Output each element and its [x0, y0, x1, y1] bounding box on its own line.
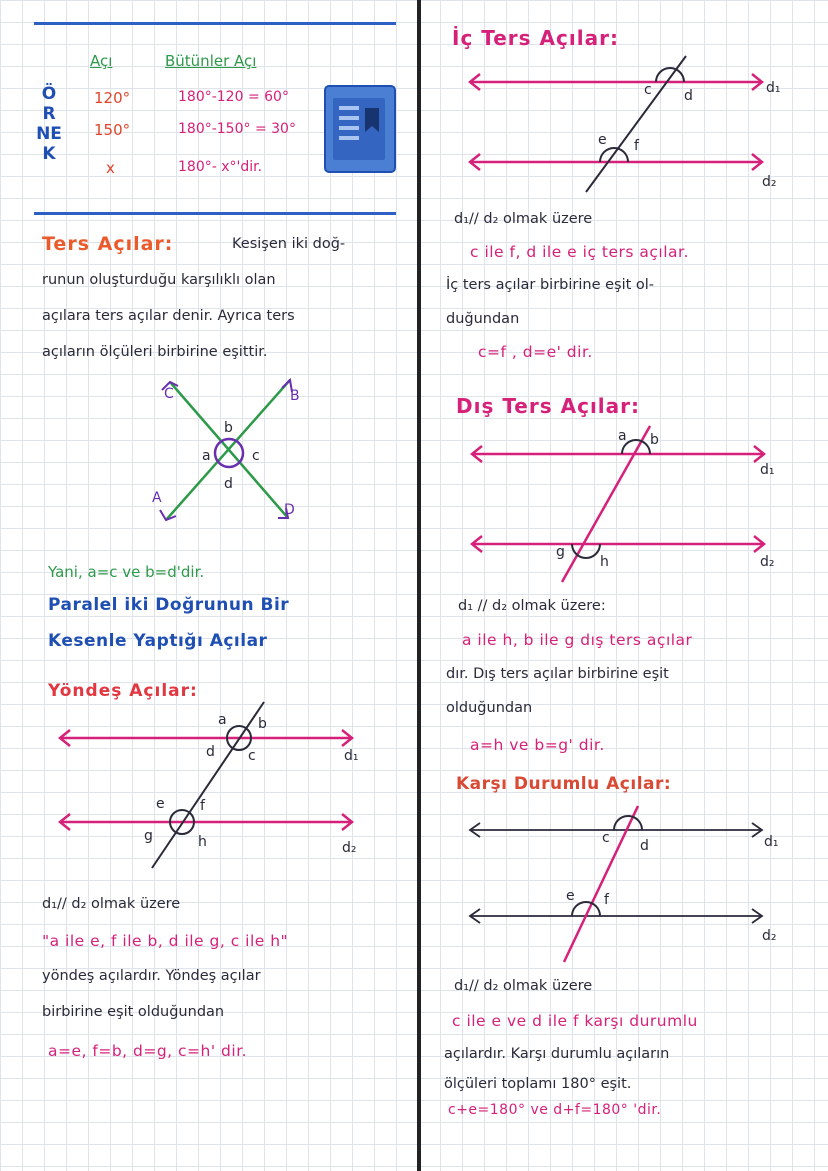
svg-text:c: c	[248, 748, 256, 764]
svg-text:a: a	[618, 428, 627, 444]
yani-sentence: Yani, a=c ve b=d'dir.	[48, 563, 205, 581]
karsi-line-4: ölçüleri toplamı 180° eşit.	[444, 1076, 632, 1092]
paralel-heading-2: Kesenle Yaptığı Açılar	[48, 631, 268, 651]
ic-line-4: duğundan	[446, 311, 520, 327]
ic-ters-title: İç Ters Açılar:	[452, 26, 619, 50]
yondes-acilar-title: Yöndeş Açılar:	[48, 681, 198, 701]
ic-line-5: c=f , d=e' dir.	[478, 343, 593, 361]
dis-ters-figure	[464, 424, 804, 584]
svg-text:d₂: d₂	[762, 174, 777, 190]
svg-text:d₁: d₁	[766, 80, 781, 96]
table-header-aci: Açı	[90, 52, 113, 70]
fig-x-label-A: A	[152, 490, 162, 506]
table-header-butunler: Bütünler Açı	[165, 52, 257, 70]
karsi-line-2: c ile e ve d ile f karşı durumlu	[452, 1012, 698, 1030]
karsi-line-1: d₁// d₂ olmak üzere	[454, 978, 593, 994]
fig-x-label-d: d	[224, 476, 233, 492]
dis-line-2: a ile h, b ile g dış ters açılar	[462, 631, 693, 649]
yondes-line-3: yöndeş açılardır. Yöndeş açılar	[42, 968, 261, 984]
svg-text:g: g	[556, 544, 565, 560]
table-row-3-angle: x	[106, 159, 115, 177]
svg-text:d₁: d₁	[764, 834, 779, 850]
fig-x-label-a: a	[202, 448, 211, 464]
table-row-1-angle: 120°	[94, 89, 131, 107]
svg-text:d: d	[206, 744, 215, 760]
svg-text:h: h	[600, 554, 609, 570]
yondes-line-5: a=e, f=b, d=g, c=h' dir.	[48, 1042, 248, 1060]
svg-text:f: f	[604, 892, 609, 908]
dis-line-3: dır. Dış ters açılar birbirine eşit	[446, 666, 669, 682]
ters-line-3: açılara ters açılar denir. Ayrıca ters	[42, 308, 295, 324]
svg-text:d₂: d₂	[762, 928, 777, 944]
table-row-3-supp: 180°- x°'dir.	[178, 159, 263, 175]
karsi-line-5: c+e=180° ve d+f=180° 'dir.	[448, 1102, 662, 1118]
ters-acilar-title: Ters Açılar:	[42, 233, 174, 255]
table-row-2-angle: 150°	[94, 121, 131, 139]
dis-line-4: olduğundan	[446, 700, 533, 716]
mid-blue-rule	[34, 212, 396, 215]
dis-line-5: a=h ve b=g' dir.	[470, 736, 605, 754]
svg-text:f: f	[634, 138, 639, 154]
svg-text:d₁: d₁	[344, 748, 359, 764]
karsi-durumlu-figure	[462, 806, 802, 966]
paralel-heading-1: Paralel iki Doğrunun Bir	[48, 595, 290, 615]
ic-line-3: İç ters açılar birbirine eşit ol-	[446, 277, 655, 293]
svg-text:d₂: d₂	[760, 554, 775, 570]
fig-x-label-b: b	[224, 420, 233, 436]
svg-text:h: h	[198, 834, 207, 850]
ic-ters-figure	[462, 56, 802, 196]
svg-text:c: c	[602, 830, 610, 846]
top-blue-rule	[34, 22, 396, 25]
ornek-label: ÖRNEK	[36, 84, 62, 164]
svg-text:d: d	[684, 88, 693, 104]
ic-line-1: d₁// d₂ olmak üzere	[454, 211, 593, 227]
ters-line-2: runun oluşturduğu karşılıklı olan	[42, 272, 276, 288]
ters-line-1: Kesişen iki doğ-	[232, 236, 346, 252]
yondes-line-4: birbirine eşit olduğundan	[42, 1004, 225, 1020]
svg-text:e: e	[598, 132, 607, 148]
yondes-line-1: d₁// d₂ olmak üzere	[42, 896, 181, 912]
karsi-durumlu-title: Karşı Durumlu Açılar:	[456, 774, 672, 794]
fig-x-label-C: C	[164, 386, 174, 402]
karsi-line-3: açılardır. Karşı durumlu açıların	[444, 1046, 670, 1062]
fig-x-label-c: c	[252, 448, 260, 464]
column-divider	[417, 0, 421, 1171]
ic-line-2: c ile f, d ile e iç ters açılar.	[470, 243, 689, 261]
svg-text:g: g	[144, 828, 153, 844]
yondes-figure	[52, 702, 372, 872]
table-row-1-supp: 180°-120 = 60°	[178, 89, 289, 105]
ters-line-4: açıların ölçüleri birbirine eşittir.	[42, 344, 268, 360]
svg-text:b: b	[258, 716, 267, 732]
svg-text:e: e	[156, 796, 165, 812]
svg-text:c: c	[644, 82, 652, 98]
svg-text:d₂: d₂	[342, 840, 357, 856]
svg-text:f: f	[200, 798, 205, 814]
table-row-2-supp: 180°-150° = 30°	[178, 121, 296, 137]
svg-text:d: d	[640, 838, 649, 854]
svg-text:e: e	[566, 888, 575, 904]
fig-x-label-D: D	[284, 502, 295, 518]
svg-text:a: a	[218, 712, 227, 728]
fig-x-label-B: B	[290, 388, 300, 404]
svg-text:b: b	[650, 432, 659, 448]
notebook-icon	[323, 84, 397, 174]
yondes-line-2: "a ile e, f ile b, d ile g, c ile h"	[42, 932, 289, 950]
dis-ters-title: Dış Ters Açılar:	[456, 394, 641, 418]
ters-acilar-figure	[150, 370, 310, 540]
svg-text:d₁: d₁	[760, 462, 775, 478]
dis-line-1: d₁ // d₂ olmak üzere:	[458, 598, 606, 614]
